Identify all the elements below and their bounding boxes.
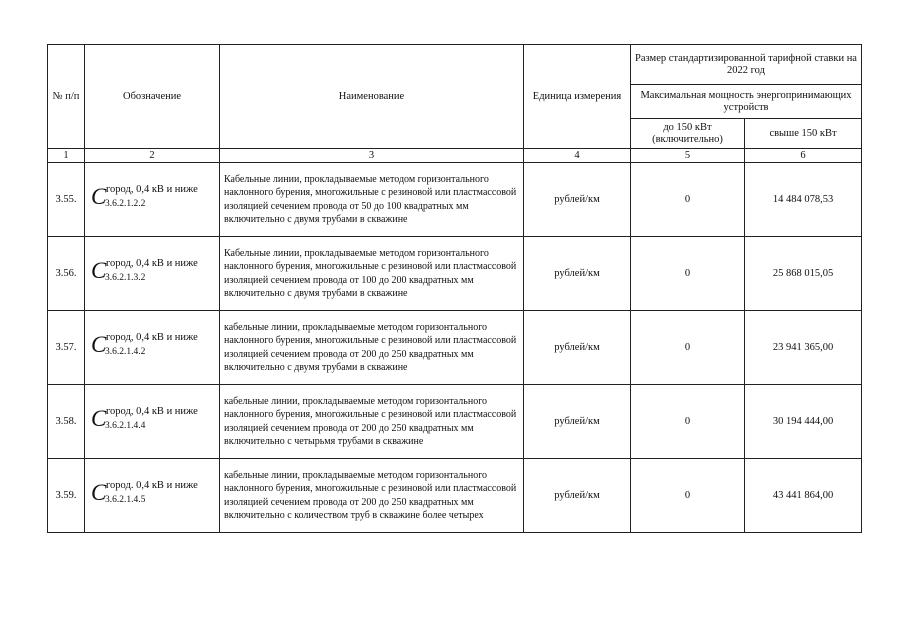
table-row	[48, 311, 862, 385]
col-number: 1	[48, 149, 85, 163]
row-col6: 43 441 864,00	[745, 459, 862, 533]
row-col6: 30 194 444,00	[745, 385, 862, 459]
table-row	[48, 237, 862, 311]
row-name: Кабельные линии, прокладываемые методом горизонтального наклонного бурения, многожильные с резиновой или пластмассовой изоляцией сечением провода от 100 до 200 квадратных мм включительно с двумя трубами в скважине	[220, 237, 524, 311]
row-col5: 0	[631, 163, 745, 237]
row-unit: рублей/км	[524, 385, 631, 459]
row-num: 3.59.	[48, 459, 85, 533]
code-subscript: 3.6.2.1.4.5	[105, 494, 146, 505]
row-col5: 0	[631, 311, 745, 385]
row-designation	[85, 385, 220, 459]
row-designation	[85, 459, 220, 533]
tariff-code: C город, 0,4 кВ и ниже 3.6.2.1.2.2	[91, 183, 198, 209]
col-number: 4	[524, 149, 631, 163]
row-col6: 14 484 078,53	[745, 163, 862, 237]
header-power-group: Максимальная мощность энергопринимающих устройств	[631, 85, 862, 119]
header-name: Наименование	[220, 45, 524, 149]
code-superscript: город, 0,4 кВ и ниже	[106, 257, 198, 269]
row-unit: рублей/км	[524, 163, 631, 237]
tariff-code: C город, 0,4 кВ и ниже 3.6.2.1.4.4	[91, 405, 198, 431]
table-row	[48, 163, 862, 237]
code-superscript: город, 0,4 кВ и ниже	[106, 405, 198, 417]
row-unit: рублей/км	[524, 237, 631, 311]
tariff-table	[47, 44, 862, 533]
header-num: № п/п	[48, 45, 85, 149]
row-num: 3.58.	[48, 385, 85, 459]
header-col5: до 150 кВт (включительно)	[631, 119, 745, 149]
col-number: 3	[220, 149, 524, 163]
code-superscript: город, 0,4 кВ и ниже	[106, 183, 198, 195]
row-col6: 23 941 365,00	[745, 311, 862, 385]
header-col6: свыше 150 кВт	[745, 119, 862, 149]
row-designation	[85, 311, 220, 385]
row-unit: рублей/км	[524, 459, 631, 533]
code-subscript: 3.6.2.1.4.2	[105, 346, 146, 357]
header-designation: Обозначение	[85, 45, 220, 149]
row-num: 3.57.	[48, 311, 85, 385]
row-designation	[85, 237, 220, 311]
code-subscript: 3.6.2.1.4.4	[105, 420, 146, 431]
table-row	[48, 459, 862, 533]
col-number: 5	[631, 149, 745, 163]
column-numbers-row	[48, 149, 862, 163]
row-col6: 25 868 015,05	[745, 237, 862, 311]
row-name: кабельные линии, прокладываемые методом горизонтального наклонного бурения, многожильные с резиновой или пластмассовой изоляцией сечением провода от 200 до 250 квадратных мм включительно с четырьмя трубами в скважине	[220, 385, 524, 459]
tariff-code: C город, 0,4 кВ и ниже 3.6.2.1.3.2	[91, 257, 198, 283]
header-unit: Единица измерения	[524, 45, 631, 149]
code-subscript: 3.6.2.1.2.2	[105, 198, 146, 209]
row-col5: 0	[631, 385, 745, 459]
tariff-code: C город. 0,4 кВ и ниже 3.6.2.1.4.5	[91, 479, 198, 505]
col-number: 2	[85, 149, 220, 163]
code-subscript: 3.6.2.1.3.2	[105, 272, 146, 283]
table-row	[48, 385, 862, 459]
row-num: 3.55.	[48, 163, 85, 237]
row-name: Кабельные линии, прокладываемые методом горизонтального наклонного бурения, многожильные с резиновой или пластмассовой изоляцией сечением провода от 50 до 100 квадратных мм включительно с двумя трубами в скважине	[220, 163, 524, 237]
row-designation	[85, 163, 220, 237]
col-number: 6	[745, 149, 862, 163]
row-name: кабельные линии, прокладываемые методом горизонтального наклонного бурения, многожильные с резиновой или пластмассовой изоляцией сечением провода от 200 до 250 квадратных мм включительно с двумя трубами в скважине	[220, 311, 524, 385]
tariff-code: C город, 0,4 кВ и ниже 3.6.2.1.4.2	[91, 331, 198, 357]
row-name: кабельные линии, прокладываемые методом горизонтального наклонного бурения, многожильные с резиновой или пластмассовой изоляцией сечением провода от 200 до 250 квадратных мм включительно с количеством труб в скважине более четырех	[220, 459, 524, 533]
row-col5: 0	[631, 237, 745, 311]
code-superscript: город. 0,4 кВ и ниже	[106, 479, 198, 491]
header-rate-group: Размер стандартизированной тарифной ставки на 2022 год	[631, 45, 862, 85]
code-superscript: город, 0,4 кВ и ниже	[106, 331, 198, 343]
row-col5: 0	[631, 459, 745, 533]
row-num: 3.56.	[48, 237, 85, 311]
row-unit: рублей/км	[524, 311, 631, 385]
